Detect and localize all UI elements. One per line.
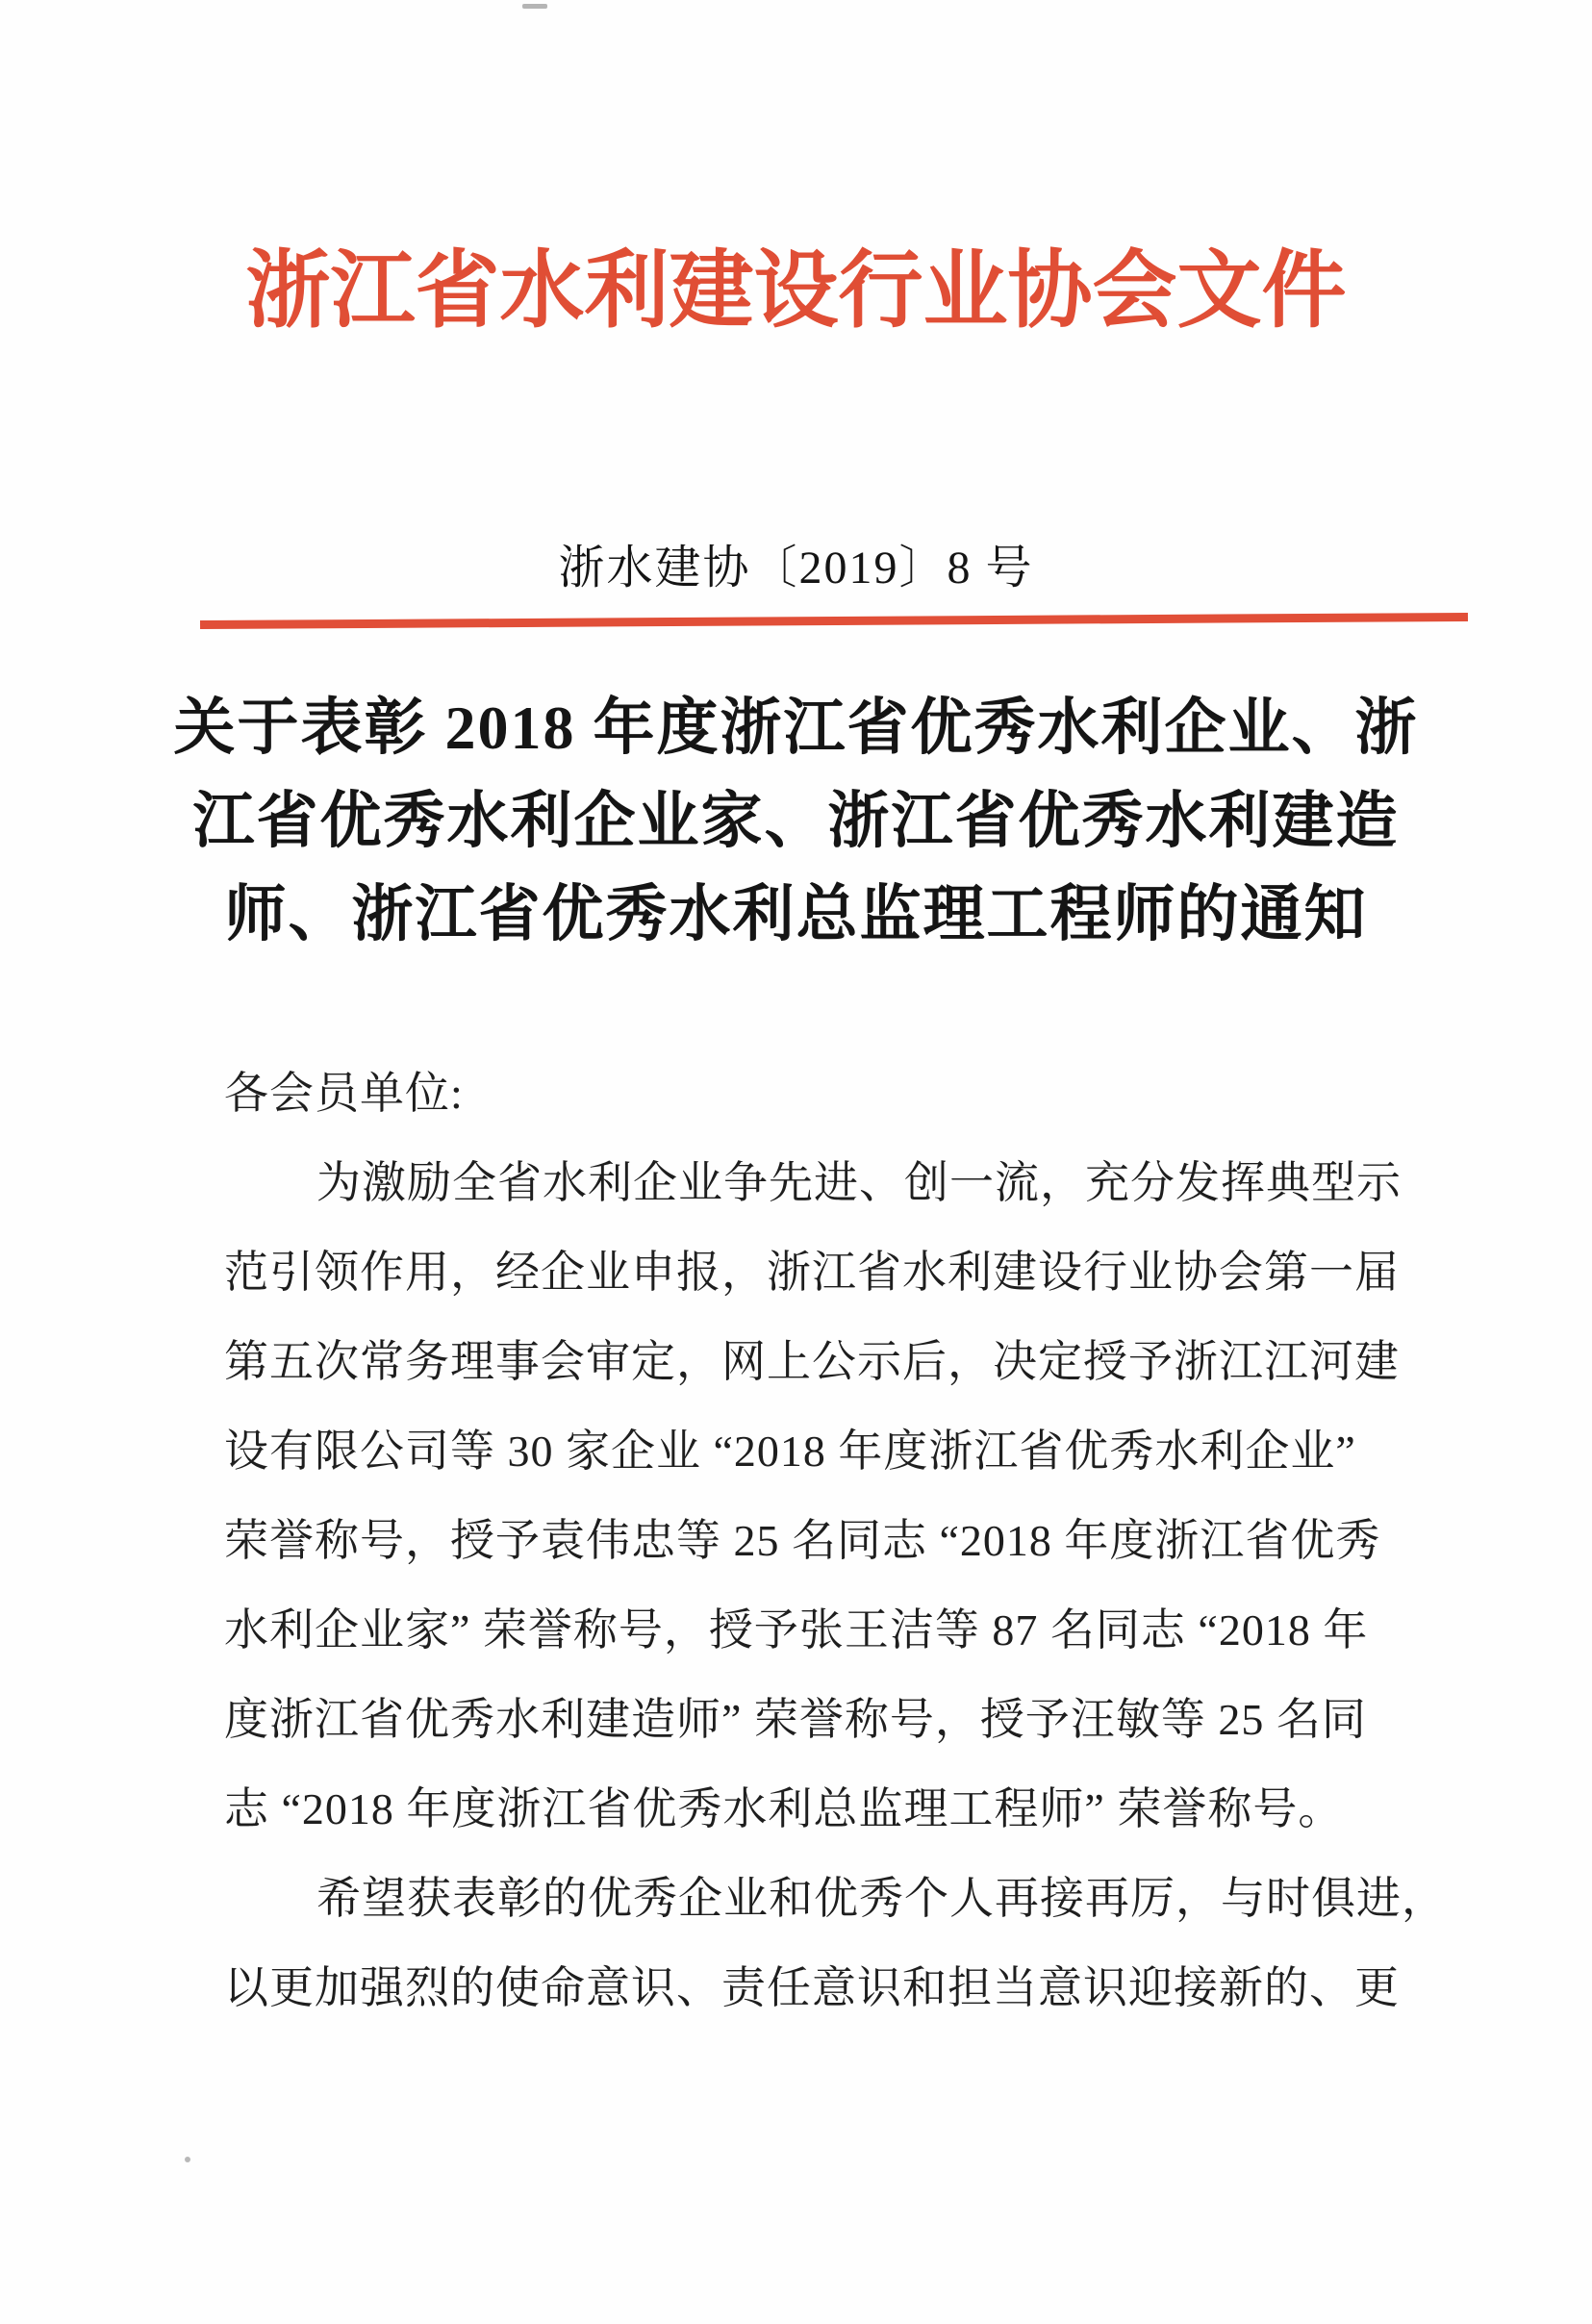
- body-text: [224, 1048, 1447, 2033]
- salutation: 各会员单位:: [224, 1069, 464, 1118]
- body-line: 水利企业家” 荣誉称号，授予张王洁等 87 名同志 “2018 年: [224, 1605, 1369, 1655]
- scan-artifact: [185, 2157, 190, 2162]
- body-line: 第五次常务理事会审定，网上公示后，决定授予浙江江河建: [224, 1337, 1400, 1386]
- notice-title: [0, 681, 1592, 961]
- red-divider-rule: [200, 613, 1468, 629]
- body-line: 以更加强烈的使命意识、责任意识和担当意识迎接新的、更: [224, 1963, 1400, 2012]
- body-line: 志 “2018 年度浙江省优秀水利总监理工程师” 荣誉称号。: [224, 1784, 1344, 1833]
- notice-title-line-1: 关于表彰 2018 年度浙江省优秀水利企业、浙: [173, 694, 1419, 762]
- document-number: 浙水建协〔2019〕8 号: [558, 543, 1034, 594]
- body-line: 为激励全省水利企业争先进、创一流，充分发挥典型示: [316, 1158, 1402, 1207]
- notice-title-line-2: 江省优秀水利企业家、浙江省优秀水利建造: [192, 787, 1400, 855]
- scan-artifact: [522, 4, 547, 9]
- body-line: 度浙江省优秀水利建造师” 荣誉称号，授予汪敏等 25 名同: [224, 1695, 1367, 1744]
- body-line: 希望获表彰的优秀企业和优秀个人再接再厉，与时俱进，: [316, 1874, 1447, 1923]
- body-line: 设有限公司等 30 家企业 “2018 年度浙江省优秀水利企业”: [224, 1427, 1356, 1476]
- body-line: 范引领作用，经企业申报，浙江省水利建设行业协会第一届: [224, 1248, 1400, 1297]
- body-line: 荣誉称号，授予袁伟忠等 25 名同志 “2018 年度浙江省优秀: [224, 1516, 1381, 1565]
- org-header-title: 浙江省水利建设行业协会文件: [245, 245, 1347, 339]
- notice-title-line-3: 师、浙江省优秀水利总监理工程师的通知: [224, 880, 1368, 948]
